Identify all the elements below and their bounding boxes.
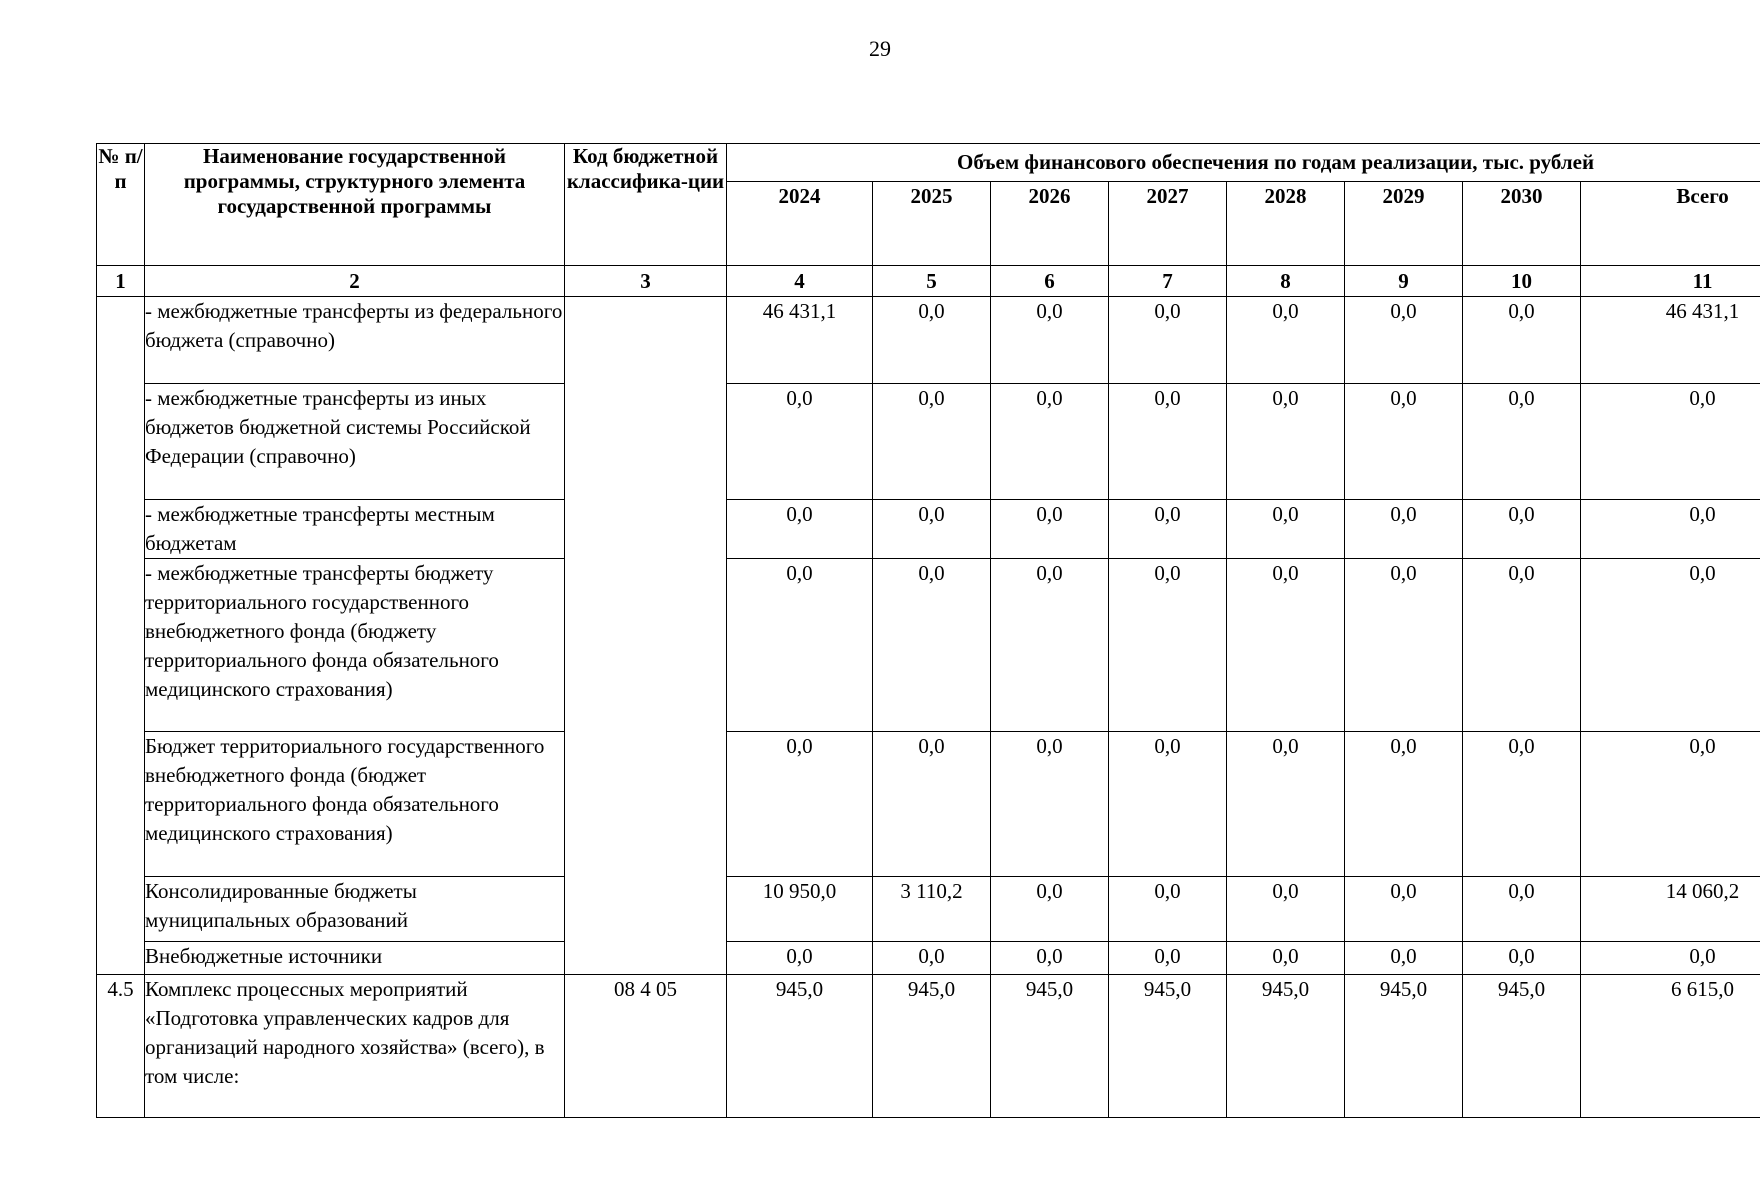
header-year-2028: 2028 xyxy=(1227,182,1345,266)
value-cell: 0,0 xyxy=(1109,297,1227,384)
page-number: 29 xyxy=(869,36,891,61)
value-cell: 0,0 xyxy=(991,297,1109,384)
row-index-cell xyxy=(97,297,145,975)
value-cell: 0,0 xyxy=(991,559,1109,732)
value-cell: 0,0 xyxy=(1109,877,1227,942)
column-number: 8 xyxy=(1227,266,1345,297)
value-cell: 0,0 xyxy=(1227,942,1345,975)
value-cell: 0,0 xyxy=(1109,732,1227,877)
value-cell: 0,0 xyxy=(873,297,991,384)
column-number: 10 xyxy=(1463,266,1581,297)
value-cell: 0,0 xyxy=(1109,384,1227,500)
value-cell: 46 431,1 xyxy=(1581,297,1760,384)
value-cell: 945,0 xyxy=(1463,975,1581,1118)
value-cell: 0,0 xyxy=(727,732,873,877)
value-cell: 0,0 xyxy=(1463,942,1581,975)
value-cell: 945,0 xyxy=(1227,975,1345,1118)
value-cell: 945,0 xyxy=(1109,975,1227,1118)
value-cell: 0,0 xyxy=(991,942,1109,975)
value-cell: 0,0 xyxy=(727,942,873,975)
row-name: - межбюджетные трансферты местным бюджетам xyxy=(145,500,565,559)
table-row xyxy=(97,297,1760,384)
value-cell: 0,0 xyxy=(1227,877,1345,942)
value-cell: 0,0 xyxy=(1463,559,1581,732)
value-cell: 0,0 xyxy=(873,384,991,500)
value-cell: 0,0 xyxy=(991,500,1109,559)
column-number: 1 xyxy=(97,266,145,297)
value-cell: 0,0 xyxy=(727,500,873,559)
header-year-2025: 2025 xyxy=(873,182,991,266)
value-cell: 0,0 xyxy=(727,384,873,500)
value-cell: 0,0 xyxy=(873,559,991,732)
row-name: - межбюджетные трансферты из иных бюджетов бюджетной системы Российской Федерации (справочно) xyxy=(145,384,565,500)
column-number: 11 xyxy=(1581,266,1760,297)
header-total: Всего xyxy=(1581,182,1760,266)
table-row xyxy=(97,384,1760,500)
column-number: 9 xyxy=(1345,266,1463,297)
value-cell: 0,0 xyxy=(991,877,1109,942)
table-row xyxy=(97,942,1760,975)
value-cell: 0,0 xyxy=(1581,732,1760,877)
value-cell: 0,0 xyxy=(1463,732,1581,877)
column-number: 5 xyxy=(873,266,991,297)
value-cell: 0,0 xyxy=(1227,732,1345,877)
table-row xyxy=(97,559,1760,732)
header-no: № п/п xyxy=(97,144,145,266)
header-year-2024: 2024 xyxy=(727,182,873,266)
table-row xyxy=(97,975,1760,1118)
value-cell: 0,0 xyxy=(1463,384,1581,500)
value-cell: 0,0 xyxy=(1345,877,1463,942)
row-name: Внебюджетные источники xyxy=(145,942,565,975)
table-row xyxy=(97,877,1760,942)
value-cell: 0,0 xyxy=(1463,877,1581,942)
value-cell: 0,0 xyxy=(873,500,991,559)
header-year-2029: 2029 xyxy=(1345,182,1463,266)
value-cell: 945,0 xyxy=(727,975,873,1118)
value-cell: 0,0 xyxy=(873,942,991,975)
value-cell: 6 615,0 xyxy=(1581,975,1760,1118)
value-cell: 0,0 xyxy=(1109,500,1227,559)
value-cell: 0,0 xyxy=(1109,559,1227,732)
row-code: 08 4 05 xyxy=(565,975,727,1118)
value-cell: 0,0 xyxy=(1345,732,1463,877)
value-cell: 0,0 xyxy=(1581,942,1760,975)
value-cell: 0,0 xyxy=(1345,384,1463,500)
row-index: 4.5 xyxy=(97,975,145,1118)
value-cell: 3 110,2 xyxy=(873,877,991,942)
row-name: Комплекс процессных мероприятий «Подготовка управленческих кадров для организаций народного хозяйства» (всего), в том числе: xyxy=(145,975,565,1118)
header-code: Код бюджетной классифика-ции xyxy=(565,144,727,266)
value-cell: 0,0 xyxy=(1581,384,1760,500)
value-cell: 0,0 xyxy=(1345,942,1463,975)
value-cell: 0,0 xyxy=(1227,500,1345,559)
header-funding: Объем финансового обеспечения по годам реализации, тыс. рублей xyxy=(727,144,1760,182)
value-cell: 0,0 xyxy=(1227,384,1345,500)
header-year-2030: 2030 xyxy=(1463,182,1581,266)
column-number: 2 xyxy=(145,266,565,297)
value-cell: 0,0 xyxy=(1109,942,1227,975)
column-numbers-row xyxy=(97,266,1760,297)
row-name: - межбюджетные трансферты из федерального бюджета (справочно) xyxy=(145,297,565,384)
table-row xyxy=(97,500,1760,559)
value-cell: 0,0 xyxy=(1463,500,1581,559)
value-cell: 945,0 xyxy=(873,975,991,1118)
value-cell: 0,0 xyxy=(1463,297,1581,384)
value-cell: 0,0 xyxy=(727,559,873,732)
value-cell: 0,0 xyxy=(873,732,991,877)
value-cell: 945,0 xyxy=(1345,975,1463,1118)
value-cell: 0,0 xyxy=(1227,297,1345,384)
value-cell: 46 431,1 xyxy=(727,297,873,384)
value-cell: 0,0 xyxy=(1581,559,1760,732)
value-cell: 0,0 xyxy=(991,732,1109,877)
value-cell: 0,0 xyxy=(1581,500,1760,559)
header-year-2027: 2027 xyxy=(1109,182,1227,266)
value-cell: 0,0 xyxy=(1345,559,1463,732)
value-cell: 10 950,0 xyxy=(727,877,873,942)
value-cell: 0,0 xyxy=(991,384,1109,500)
value-cell: 945,0 xyxy=(991,975,1109,1118)
row-name: - межбюджетные трансферты бюджету территориального государственного внебюджетного фонда (бюджету территориального фонда обязательного медицинского страхования) xyxy=(145,559,565,732)
budget-table xyxy=(96,143,1760,1118)
value-cell: 0,0 xyxy=(1345,500,1463,559)
column-number: 4 xyxy=(727,266,873,297)
value-cell: 14 060,2 xyxy=(1581,877,1760,942)
column-number: 7 xyxy=(1109,266,1227,297)
table-row xyxy=(97,732,1760,877)
header-name: Наименование государственной программы, структурного элемента государственной программы xyxy=(145,144,565,266)
value-cell: 0,0 xyxy=(1227,559,1345,732)
column-number: 3 xyxy=(565,266,727,297)
row-name: Бюджет территориального государственного внебюджетного фонда (бюджет территориального фонда обязательного медицинского страхования) xyxy=(145,732,565,877)
column-number: 6 xyxy=(991,266,1109,297)
header-year-2026: 2026 xyxy=(991,182,1109,266)
row-name: Консолидированные бюджеты муниципальных образований xyxy=(145,877,565,942)
value-cell: 0,0 xyxy=(1345,297,1463,384)
row-code-cell xyxy=(565,297,727,975)
